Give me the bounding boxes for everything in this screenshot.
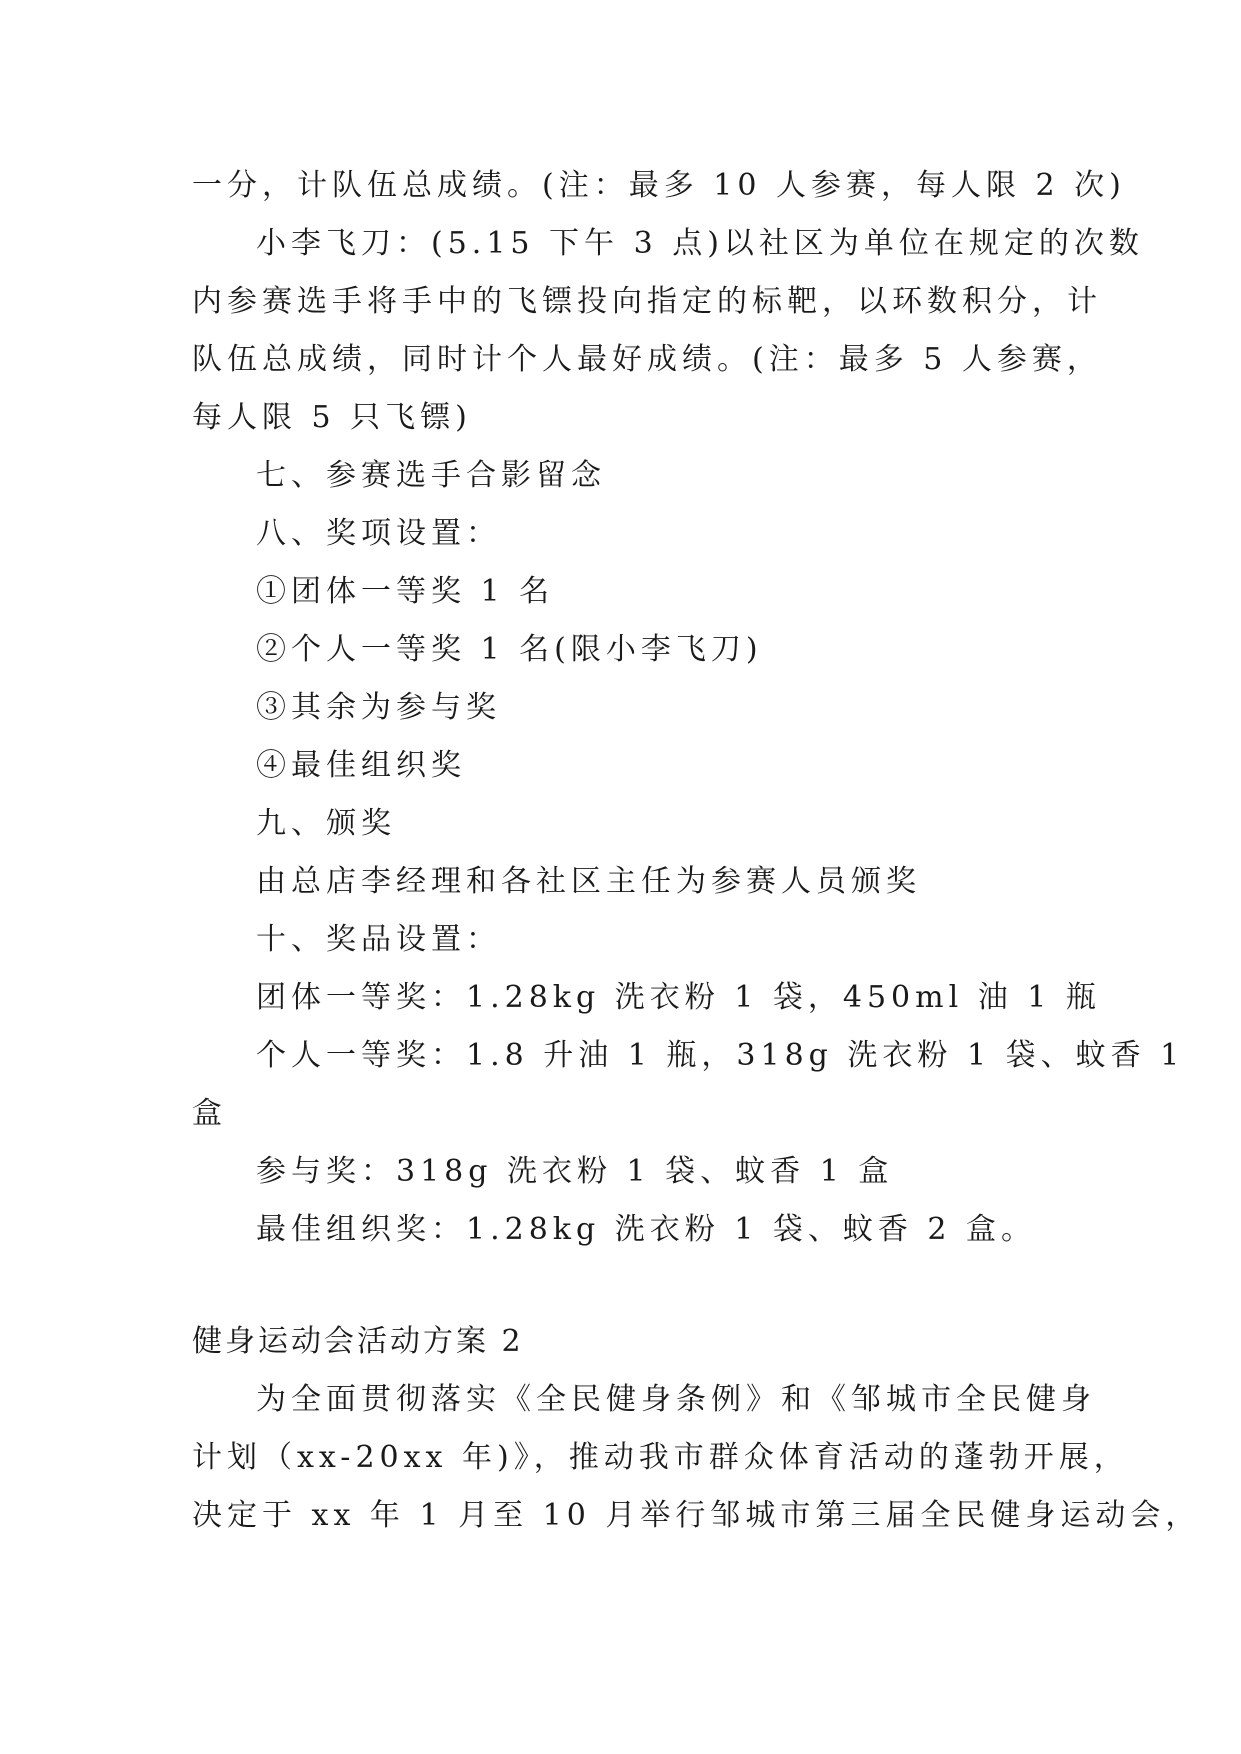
text-line: 个人一等奖：1.8 升油 1 瓶，318g 洗衣粉 1 袋、蚊香 1	[256, 1038, 1185, 1073]
list-item: ③其余为参与奖	[256, 690, 501, 725]
section-heading: 八、奖项设置：	[256, 516, 501, 551]
section-heading: 七、参赛选手合影留念	[256, 458, 606, 493]
text-line: 参与奖：318g 洗衣粉 1 袋、蚊香 1 盒	[256, 1154, 894, 1189]
text-line: 一分，计队伍总成绩。(注：最多 10 人参赛，每人限 2 次)	[192, 168, 1126, 203]
section-heading: 十、奖品设置：	[256, 922, 501, 957]
text-line: 每人限 5 只飞镖)	[192, 400, 472, 435]
text-line: 队伍总成绩，同时计个人最好成绩。(注：最多 5 人参赛，	[192, 342, 1102, 377]
list-item: ②个人一等奖 1 名(限小李飞刀)	[256, 632, 763, 667]
text-line: 团体一等奖：1.28kg 洗衣粉 1 袋，450ml 油 1 瓶	[256, 980, 1101, 1015]
text-line: 盒	[192, 1096, 227, 1131]
text-line: 最佳组织奖：1.28kg 洗衣粉 1 袋、蚊香 2 盒。	[256, 1212, 1037, 1247]
text-line: 内参赛选手将手中的飞镖投向指定的标靶，以环数积分，计	[192, 284, 1102, 319]
list-item: ①团体一等奖 1 名	[256, 574, 555, 609]
text-line: 小李飞刀：(5.15 下午 3 点)以社区为单位在规定的次数	[256, 226, 1144, 261]
text-line: 计划（xx-20xx 年)》，推动我市群众体育活动的蓬勃开展，	[192, 1440, 1129, 1475]
text-line: 为全面贯彻落实《全民健身条例》和《邹城市全民健身	[256, 1382, 1096, 1417]
text-line: 决定于 xx 年 1 月至 10 月举行邹城市第三届全民健身运动会，	[192, 1498, 1201, 1533]
document-heading: 健身运动会活动方案 2	[192, 1324, 524, 1359]
section-heading: 九、颁奖	[256, 806, 396, 841]
list-item: ④最佳组织奖	[256, 748, 466, 783]
text-line: 由总店李经理和各社区主任为参赛人员颁奖	[256, 864, 921, 899]
